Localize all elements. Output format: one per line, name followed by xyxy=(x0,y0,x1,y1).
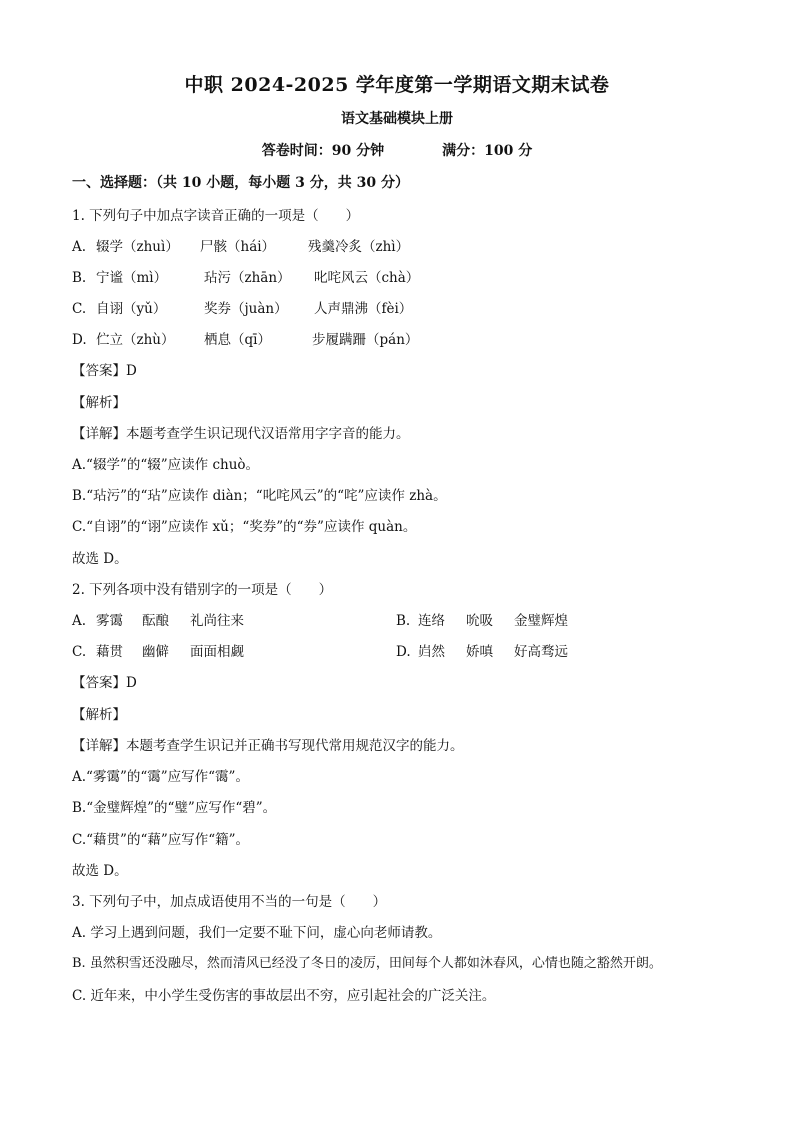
score-label: 满分：100 分 xyxy=(442,143,533,159)
analysis-tag: 【解析】 xyxy=(72,395,126,411)
option-letter: B. xyxy=(396,613,411,629)
page-subtitle: 语文基础模块上册 xyxy=(341,111,453,127)
option-item: 叱咤风云（chà） xyxy=(314,270,420,286)
option-item: 连络 xyxy=(418,613,445,629)
explain-line: C.“自诩”的“诩”应读作 xǔ；“奖券”的“券”应读作 quàn。 xyxy=(72,519,417,535)
option-line: B. 虽然积雪还没融尽，然而清风已经没了冬日的凌厉，田间每个人都如沐春风，心情也随之豁然开朗。 xyxy=(72,956,662,971)
option-line: A. 学习上遇到问题，我们一定要不耻下问，虚心向老师请教。 xyxy=(72,925,442,941)
option-item: 幽僻 xyxy=(142,644,169,660)
conclusion-line: 故选 D。 xyxy=(72,863,128,879)
option-item: 面面相觑 xyxy=(190,644,244,660)
option-item: 尸骸（hái） xyxy=(200,239,276,255)
option-line: C. 近年来，中小学生受伤害的事故层出不穷，应引起社会的广泛关注。 xyxy=(72,988,496,1004)
option-item: 礼尚往来 xyxy=(190,613,244,629)
option-row xyxy=(396,640,568,660)
option-row xyxy=(72,328,418,348)
analysis-tag: 【解析】 xyxy=(72,707,126,723)
option-item: 玷污（zhān） xyxy=(204,270,291,286)
option-letter: A. xyxy=(72,613,87,629)
answer-line: 【答案】D xyxy=(72,675,137,691)
option-item: 岿然 xyxy=(418,644,445,660)
option-item: 伫立（zhù） xyxy=(96,332,175,348)
option-item: 人声鼎沸（fèi） xyxy=(314,301,413,317)
option-letter: D. xyxy=(72,332,87,348)
question-stem: 3. 下列句子中，加点成语使用不当的一句是（ ） xyxy=(72,894,387,910)
detail-line: 【详解】本题考查学生识记现代汉语常用字字音的能力。 xyxy=(72,426,410,442)
option-item: 好高骛远 xyxy=(514,644,568,660)
option-letter: C. xyxy=(72,301,87,317)
option-item: 残羹冷炙（zhì） xyxy=(308,239,410,255)
option-item: 藉贯 xyxy=(96,644,123,660)
detail-line: 【详解】本题考查学生识记并正确书写现代常用规范汉字的能力。 xyxy=(72,738,464,754)
option-row xyxy=(72,297,412,317)
option-item: 娇嗔 xyxy=(466,644,493,660)
option-item: 奖券（juàn） xyxy=(204,301,288,317)
option-item: 雾霭 xyxy=(96,613,123,629)
option-item: 宁谧（mì） xyxy=(96,270,168,286)
time-label: 答卷时间：90 分钟 xyxy=(261,143,385,159)
section-heading: 一、选择题：（共 10 小题，每小题 3 分，共 30 分） xyxy=(72,175,409,191)
option-row xyxy=(72,235,409,255)
option-row xyxy=(72,609,244,629)
option-item: 步履蹒跚（pán） xyxy=(312,332,419,348)
question-stem: 2. 下列各项中没有错别字的一项是（ ） xyxy=(72,582,333,598)
option-letter: B. xyxy=(72,270,87,286)
answer-line: 【答案】D xyxy=(72,363,137,379)
option-item: 栖息（qī） xyxy=(204,332,271,348)
exam-info xyxy=(0,140,794,160)
explain-line: B.“金璧辉煌”的“璧”应写作“碧”。 xyxy=(72,800,277,816)
explain-line: C.“藉贯”的“藉”应写作“籍”。 xyxy=(72,832,250,848)
option-row xyxy=(72,266,419,286)
question-stem: 1. 下列句子中加点字读音正确的一项是（ ） xyxy=(72,208,360,224)
option-row xyxy=(72,640,244,660)
explain-line: A.“辍学”的“辍”应读作 chuò。 xyxy=(72,457,260,473)
option-item: 金璧辉煌 xyxy=(514,613,568,629)
option-item: 酝酿 xyxy=(142,613,169,629)
explain-line: A.“雾霭”的“霭”应写作“霭”。 xyxy=(72,769,249,785)
explain-line: B.“玷污”的“玷”应读作 diàn；“叱咤风云”的“咤”应读作 zhà。 xyxy=(72,488,447,504)
page-title: 中职 2024-2025 学年度第一学期语文期末试卷 xyxy=(184,74,610,96)
option-item: 辍学（zhuì） xyxy=(96,239,179,255)
option-letter: A. xyxy=(72,239,87,255)
option-letter: C. xyxy=(72,644,87,660)
option-item: 吮吸 xyxy=(466,613,493,629)
option-letter: D. xyxy=(396,644,411,660)
option-row xyxy=(396,609,568,629)
conclusion-line: 故选 D。 xyxy=(72,551,128,567)
option-item: 自诩（yǔ） xyxy=(96,301,167,317)
